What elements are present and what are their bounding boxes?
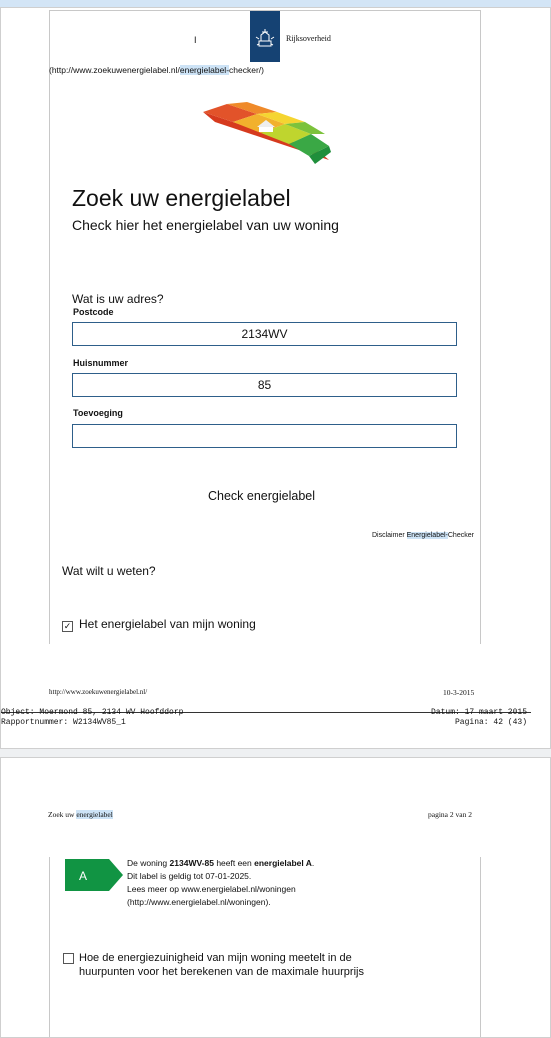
page2-pagination: pagina 2 van 2 bbox=[428, 810, 472, 819]
page-title: Zoek uw energielabel bbox=[72, 185, 291, 211]
page2-header bbox=[48, 810, 113, 819]
top-toolbar-strip bbox=[0, 0, 551, 7]
toevoeging-input[interactable] bbox=[72, 424, 457, 448]
energielabel-illustration bbox=[197, 100, 332, 175]
disclaimer-prefix: Disclaimer bbox=[372, 532, 407, 539]
option-energielabel[interactable] bbox=[62, 617, 256, 632]
disclaimer-highlight: Energielabel- bbox=[406, 532, 448, 539]
woning-code: 2134WV-85 bbox=[169, 858, 214, 868]
checkbox-checked-icon[interactable]: ✓ bbox=[63, 621, 72, 631]
woning-end: . bbox=[311, 858, 315, 868]
url-highlight: energielabel- bbox=[179, 65, 230, 75]
footer-date: 10-3-2015 bbox=[443, 688, 475, 697]
woning-prefix: De woning bbox=[127, 858, 170, 868]
energy-label-letter: A bbox=[287, 152, 292, 159]
pagina-line: Pagina: 42 (43) bbox=[454, 718, 527, 727]
lees-meer-text: Lees meer op www.energielabel.nl/woningen bbox=[127, 884, 296, 894]
weten-question: Wat wilt u weten? bbox=[62, 564, 156, 578]
rijksoverheid-wordmark: Rijksoverheid bbox=[286, 34, 331, 43]
url-suffix: checker/) bbox=[229, 65, 264, 75]
woning-label: energielabel A bbox=[254, 858, 312, 868]
object-line: Object: Moermond 85, 2134 WV Hoofddorp bbox=[1, 708, 184, 717]
text-cursor-mark: I bbox=[194, 35, 197, 45]
page2-header-highlight: energielabel bbox=[76, 810, 113, 819]
address-question: Wat is uw adres? bbox=[72, 292, 164, 306]
woning-middle: heeft een bbox=[213, 858, 255, 868]
datum-line: Datum: 17 maart 2015 bbox=[430, 708, 527, 717]
option-huurpunten[interactable] bbox=[63, 951, 403, 979]
footer-url: http://www.zoekuwenergielabel.nl/ bbox=[49, 688, 148, 696]
rijksoverheid-logo bbox=[250, 11, 280, 62]
page-subtitle: Check hier het energielabel van uw woning bbox=[72, 217, 339, 233]
lees-meer-url[interactable]: (http://www.energielabel.nl/woningen). bbox=[127, 897, 271, 907]
postcode-input[interactable]: 2134WV bbox=[72, 322, 457, 346]
document-page-1 bbox=[0, 7, 551, 749]
woning-statement bbox=[127, 858, 314, 868]
huisnummer-input[interactable]: 85 bbox=[72, 373, 457, 397]
disclaimer-suffix: Checker bbox=[447, 532, 474, 539]
disclaimer-link[interactable] bbox=[372, 532, 474, 539]
check-energielabel-button[interactable]: Check energielabel bbox=[208, 489, 316, 503]
postcode-label: Postcode bbox=[73, 307, 114, 317]
source-url[interactable] bbox=[49, 65, 264, 75]
toevoeging-label: Toevoeging bbox=[73, 408, 123, 418]
option-huurpunten-label: Hoe de energiezuinigheid van mijn woning meetelt in de huurpunten voor het berekenen van de maximale huurprijs bbox=[79, 952, 364, 978]
energy-label-badge bbox=[65, 859, 123, 896]
url-prefix: (http://www.zoekuwenergielabel.nl/ bbox=[49, 65, 180, 75]
geldig-text: Dit label is geldig tot 07-01-2025. bbox=[127, 871, 252, 881]
page2-header-prefix: Zoek uw bbox=[48, 810, 77, 819]
badge-letter: A bbox=[79, 869, 88, 883]
option-energielabel-label: Het energielabel van mijn woning bbox=[79, 617, 256, 631]
document-page-2 bbox=[0, 757, 551, 1038]
huisnummer-label: Huisnummer bbox=[73, 358, 129, 368]
checkbox-empty-icon[interactable] bbox=[63, 953, 74, 964]
rapport-line: Rapportnummer: W2134WV85_1 bbox=[1, 718, 126, 727]
